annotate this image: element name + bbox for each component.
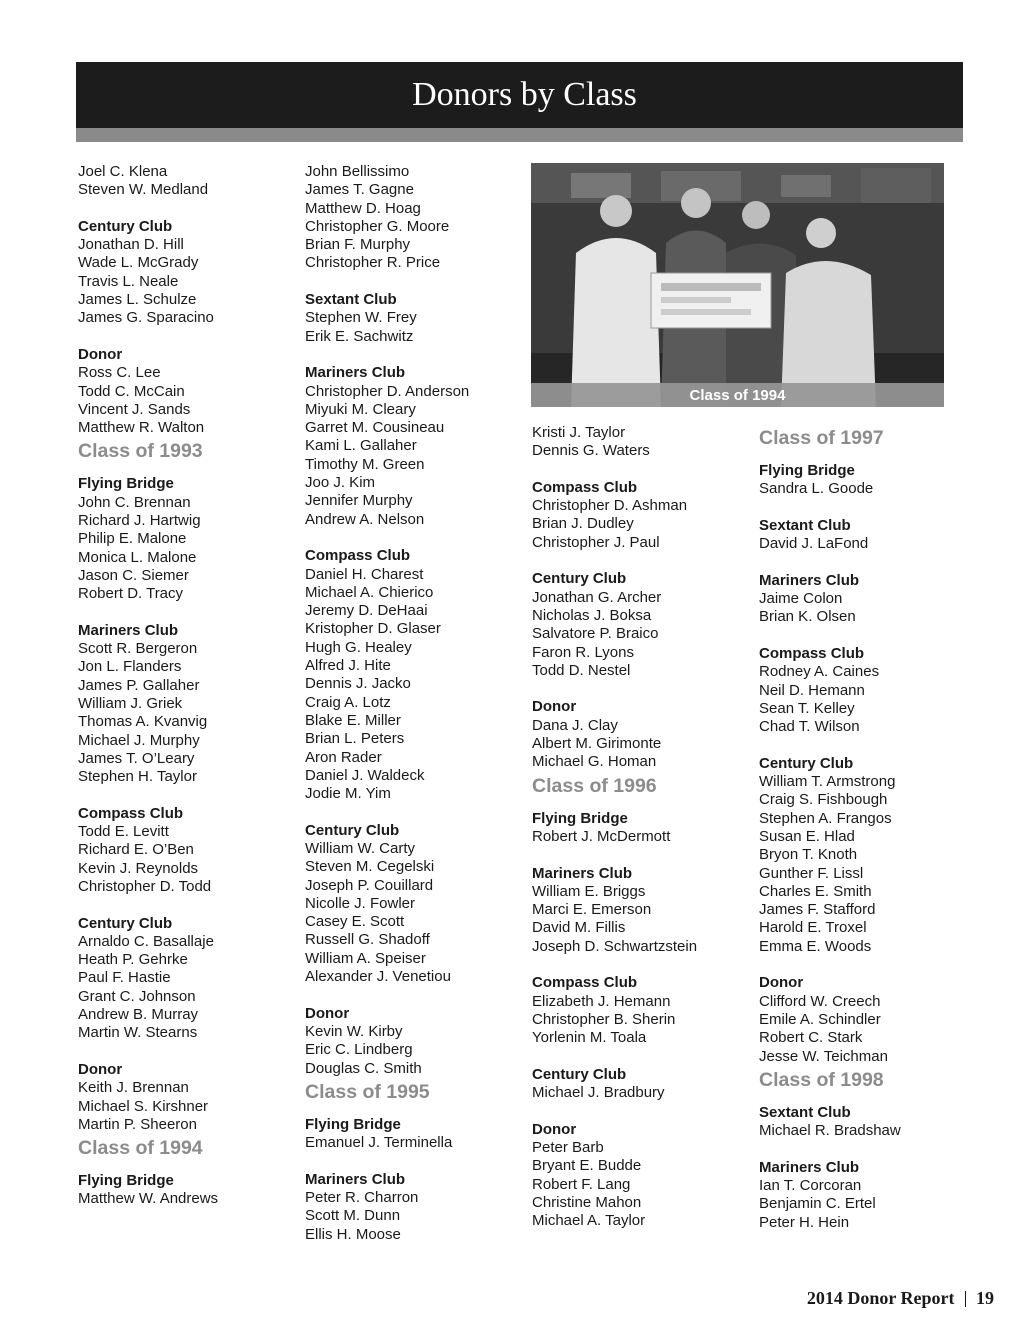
donor-name: Ross C. Lee — [78, 364, 161, 382]
donor-name: Yorlenin M. Toala — [532, 1029, 647, 1047]
donor-name: Faron R. Lyons — [532, 643, 634, 661]
class-year-heading: Class of 1998 — [759, 1068, 884, 1091]
donor-name: Gunther F. Lissl — [759, 864, 864, 882]
donor-name: Sean T. Kelley — [759, 699, 855, 717]
donor-name: Brian J. Dudley — [532, 515, 634, 533]
spacer — [532, 846, 757, 864]
donor-name: Nicolle J. Fowler — [305, 894, 416, 912]
donor-name: Kevin J. Reynolds — [78, 859, 199, 877]
donor-name: Philip E. Malone — [78, 530, 187, 548]
donor-name: Wade L. McGrady — [78, 254, 199, 272]
donor-name: Scott M. Dunn — [305, 1207, 401, 1225]
club-heading: Mariners Club — [759, 1158, 860, 1176]
donor-name: Andrew B. Murray — [78, 1006, 199, 1024]
donor-name: Erik E. Sachwitz — [305, 327, 414, 345]
class-year-heading: Class of 1996 — [532, 774, 657, 797]
donor-name: Jon L. Flanders — [78, 658, 182, 676]
spacer — [78, 328, 303, 346]
donor-name: Christopher D. Ashman — [532, 497, 688, 515]
club-heading: Compass Club — [78, 804, 184, 822]
donor-name: Jaime Colon — [759, 590, 843, 608]
donor-name: Kristi J. Taylor — [532, 424, 626, 441]
donor-name: Michael G. Homan — [532, 753, 657, 771]
spacer — [78, 787, 303, 805]
donor-name: Dana J. Clay — [532, 716, 618, 734]
donor-name: Neil D. Hemann — [759, 681, 865, 699]
donor-name: James T. Gagne — [305, 181, 414, 199]
donor-name: William A. Speiser — [305, 949, 426, 967]
club-heading: Sextant Club — [759, 516, 851, 534]
class-photo — [531, 163, 944, 407]
club-heading: Compass Club — [305, 547, 411, 565]
donor-name: Christopher R. Price — [305, 254, 441, 272]
spacer — [78, 200, 303, 218]
donor-name: Harold E. Troxel — [759, 919, 867, 937]
donor-name: Garret M. Cousineau — [305, 419, 445, 437]
spacer — [532, 552, 757, 570]
spacer — [305, 273, 530, 291]
donor-name: Marci E. Emerson — [532, 901, 652, 919]
donor-name: James T. O’Leary — [78, 749, 195, 767]
donor-name: William W. Carty — [305, 839, 415, 857]
donor-name: Richard J. Hartwig — [78, 512, 201, 530]
donor-name: William J. Griek — [78, 695, 183, 713]
donor-name: Clifford W. Creech — [759, 992, 881, 1010]
donor-name: David J. LaFond — [759, 535, 869, 553]
donor-name: Elizabeth J. Hemann — [532, 992, 671, 1010]
spacer — [305, 346, 530, 364]
spacer — [78, 1043, 303, 1061]
donor-name: Douglas C. Smith — [305, 1059, 422, 1077]
club-heading: Donor — [532, 1120, 577, 1138]
donor-column-4 — [759, 424, 984, 1232]
donor-name: Aron Rader — [305, 748, 382, 766]
spacer — [759, 1140, 984, 1158]
donor-name: Sandra L. Goode — [759, 480, 874, 498]
footer-divider — [965, 1291, 967, 1307]
spacer — [532, 680, 757, 698]
donor-name: Christine Mahon — [532, 1193, 642, 1211]
donor-name: Joel C. Klena — [78, 163, 168, 180]
donor-name: Susan E. Hlad — [759, 827, 855, 845]
donor-name: Kevin W. Kirby — [305, 1022, 403, 1040]
club-heading: Donor — [532, 698, 577, 716]
donor-name: Casey E. Scott — [305, 913, 405, 931]
spacer — [532, 956, 757, 974]
club-heading: Mariners Club — [532, 864, 633, 882]
donor-name: Joseph D. Schwartzstein — [532, 937, 698, 955]
spacer — [759, 499, 984, 517]
donor-name: Timothy M. Green — [305, 455, 425, 473]
donor-name: Michael J. Bradbury — [532, 1084, 665, 1102]
donor-name: Blake E. Miller — [305, 711, 401, 729]
donor-name: Peter Barb — [532, 1138, 604, 1156]
banner-rule — [76, 128, 963, 142]
donor-name: Daniel H. Charest — [305, 565, 424, 583]
donor-name: James P. Gallaher — [78, 676, 200, 694]
donor-name: Brian K. Olsen — [759, 608, 856, 626]
donor-name: Michael S. Kirshner — [78, 1097, 209, 1115]
donor-name: Heath P. Gehrke — [78, 951, 188, 969]
club-heading: Century Club — [305, 821, 400, 839]
donor-name: Vincent J. Sands — [78, 400, 191, 418]
donor-name: Arnaldo C. Basallaje — [78, 932, 214, 950]
club-heading: Compass Club — [759, 644, 865, 662]
donor-name: Michael A. Taylor — [532, 1212, 646, 1230]
donor-name: Christopher G. Moore — [305, 217, 450, 235]
donor-name: Robert D. Tracy — [78, 585, 184, 603]
donor-name: Steven W. Medland — [78, 181, 209, 199]
donor-name: Matthew W. Andrews — [78, 1190, 219, 1208]
donor-name: Stephen W. Frey — [305, 309, 417, 327]
donor-name: Stephen H. Taylor — [78, 768, 197, 786]
club-heading: Mariners Club — [759, 571, 860, 589]
donor-name: Christopher D. Anderson — [305, 382, 470, 400]
donor-name: Craig A. Lotz — [305, 693, 391, 711]
photo-caption: Class of 1994 — [531, 383, 944, 407]
donor-name: Christopher D. Todd — [78, 877, 212, 895]
donor-name: Keith J. Brennan — [78, 1079, 189, 1097]
spacer — [759, 627, 984, 645]
donor-name: Robert J. McDermott — [532, 827, 671, 845]
donor-name: Emma E. Woods — [759, 937, 872, 955]
donor-name: Ellis H. Moose — [305, 1225, 401, 1243]
donor-name: Travis L. Neale — [78, 272, 179, 290]
donor-name: James G. Sparacino — [78, 309, 214, 327]
class-year-heading: Class of 1997 — [759, 427, 884, 449]
club-heading: Flying Bridge — [532, 809, 628, 827]
donor-name: James F. Stafford — [759, 901, 876, 919]
club-heading: Donor — [305, 1004, 350, 1022]
donor-name: Matthew D. Hoag — [305, 199, 421, 217]
donor-name: Alfred J. Hite — [305, 657, 391, 675]
donor-name: Peter H. Hein — [759, 1213, 850, 1231]
donor-name: Peter R. Charron — [305, 1189, 419, 1207]
donor-name: Jonathan G. Archer — [532, 588, 662, 606]
donor-name: Benjamin C. Ertel — [759, 1195, 876, 1213]
club-heading: Sextant Club — [305, 291, 397, 309]
spacer — [759, 553, 984, 571]
class-year-heading: Class of 1993 — [78, 440, 203, 463]
donor-name: Charles E. Smith — [759, 882, 872, 900]
donor-name: Chad T. Wilson — [759, 718, 860, 736]
spacer — [532, 1048, 757, 1066]
donor-column-2 — [305, 163, 530, 1244]
donor-name: Eric C. Lindberg — [305, 1041, 413, 1059]
spacer — [532, 461, 757, 479]
club-heading: Flying Bridge — [78, 1172, 174, 1190]
club-heading: Compass Club — [532, 974, 638, 992]
donor-name: Albert M. Girimonte — [532, 735, 662, 753]
donor-column-3 — [532, 424, 757, 1230]
donor-name: Martin P. Sheeron — [78, 1115, 197, 1133]
donor-name: Robert F. Lang — [532, 1175, 631, 1193]
donor-name: Paul F. Hastie — [78, 969, 171, 987]
page-footer — [807, 1288, 994, 1309]
donor-name: Scott R. Bergeron — [78, 640, 198, 658]
donor-name: Todd D. Nestel — [532, 661, 631, 679]
spacer — [305, 986, 530, 1004]
spacer — [759, 736, 984, 754]
donor-name: Steven M. Cegelski — [305, 858, 435, 876]
club-heading: Mariners Club — [78, 621, 179, 639]
club-heading: Century Club — [532, 570, 627, 588]
club-heading: Flying Bridge — [759, 462, 855, 479]
donor-name: Jeremy D. DeHaai — [305, 602, 428, 620]
donor-name: Bryant E. Budde — [532, 1157, 642, 1175]
donor-name: Matthew R. Walton — [78, 419, 205, 437]
club-heading: Compass Club — [532, 478, 638, 496]
donor-name: Rodney A. Caines — [759, 663, 880, 681]
donor-name: Craig S. Fishbough — [759, 791, 888, 809]
spacer — [532, 1102, 757, 1120]
donor-name: Miyuki M. Cleary — [305, 400, 416, 418]
donor-name: Bryon T. Knoth — [759, 846, 858, 864]
donor-name: Todd C. McCain — [78, 382, 185, 400]
donor-name: Emile A. Schindler — [759, 1010, 881, 1028]
report-title: 2014 Donor Report — [806, 1288, 955, 1308]
page-title: Donors by Class — [412, 76, 637, 113]
donor-name: Kristopher D. Glaser — [305, 620, 441, 638]
donor-name: Richard E. O’Ben — [78, 841, 194, 859]
spacer — [305, 1152, 530, 1170]
club-heading: Century Club — [759, 754, 854, 772]
donor-name: James L. Schulze — [78, 291, 197, 309]
donor-name: Brian L. Peters — [305, 730, 405, 748]
page-number: 19 — [976, 1288, 994, 1308]
donor-name: Monica L. Malone — [78, 548, 197, 566]
donor-name: Jason C. Siemer — [78, 566, 189, 584]
donor-name: Joseph P. Couillard — [305, 876, 434, 894]
club-heading: Donor — [78, 1060, 123, 1078]
donor-column-1 — [78, 163, 303, 1209]
donor-name: William T. Armstrong — [759, 773, 896, 791]
class-year-heading: Class of 1995 — [305, 1080, 430, 1103]
page-banner — [76, 62, 963, 128]
donor-name: Alexander J. Venetiou — [305, 968, 451, 986]
club-heading: Donor — [78, 345, 123, 363]
donor-name: Russell G. Shadoff — [305, 931, 430, 949]
donor-name: William E. Briggs — [532, 882, 646, 900]
donor-name: Grant C. Johnson — [78, 987, 196, 1005]
donor-name: Todd E. Levitt — [78, 823, 169, 841]
donor-name: Jodie M. Yim — [305, 785, 391, 803]
club-heading: Century Club — [532, 1065, 627, 1083]
donor-name: Brian F. Murphy — [305, 236, 411, 254]
donor-name: Martin W. Stearns — [78, 1024, 198, 1042]
club-heading: Sextant Club — [759, 1103, 851, 1121]
donor-name: Dennis J. Jacko — [305, 675, 411, 693]
donor-name: Kami L. Gallaher — [305, 437, 417, 455]
donor-name: David M. Fillis — [532, 919, 626, 937]
donor-name: Dennis G. Waters — [532, 442, 650, 460]
spacer — [759, 956, 984, 974]
club-heading: Flying Bridge — [78, 475, 174, 493]
club-heading: Century Club — [78, 217, 173, 235]
class-year-heading: Class of 1994 — [78, 1137, 203, 1160]
club-heading: Century Club — [78, 914, 173, 932]
donor-name: Emanuel J. Terminella — [305, 1134, 453, 1152]
donor-name: Michael A. Chierico — [305, 583, 434, 601]
donor-name: Michael J. Murphy — [78, 731, 200, 749]
donor-name: Ian T. Corcoran — [759, 1176, 862, 1194]
club-heading: Mariners Club — [305, 1170, 406, 1188]
donor-name: John Bellissimo — [305, 163, 410, 180]
club-heading: Mariners Club — [305, 364, 406, 382]
donor-name: John C. Brennan — [78, 493, 191, 511]
spacer — [305, 803, 530, 821]
donor-name: Joo J. Kim — [305, 474, 376, 492]
club-heading: Flying Bridge — [305, 1115, 401, 1133]
spacer — [78, 604, 303, 622]
donor-name: Robert C. Stark — [759, 1029, 863, 1047]
spacer — [78, 896, 303, 914]
class-photo-image — [531, 163, 944, 407]
club-heading: Donor — [759, 974, 804, 992]
donor-name: Jonathan D. Hill — [78, 236, 184, 254]
donor-name: Jennifer Murphy — [305, 492, 413, 510]
donor-name: Stephen A. Frangos — [759, 809, 892, 827]
donor-name: Christopher J. Paul — [532, 533, 660, 551]
donor-name: Salvatore P. Braico — [532, 625, 659, 643]
donor-name: Christopher B. Sherin — [532, 1010, 676, 1028]
donor-name: Hugh G. Healey — [305, 638, 412, 656]
donor-name: Thomas A. Kvanvig — [78, 713, 208, 731]
donor-name: Nicholas J. Boksa — [532, 606, 652, 624]
donor-name: Andrew A. Nelson — [305, 510, 425, 528]
donor-name: Daniel J. Waldeck — [305, 766, 425, 784]
spacer — [305, 529, 530, 547]
donor-name: Jesse W. Teichman — [759, 1047, 888, 1065]
donor-name: Michael R. Bradshaw — [759, 1122, 901, 1140]
